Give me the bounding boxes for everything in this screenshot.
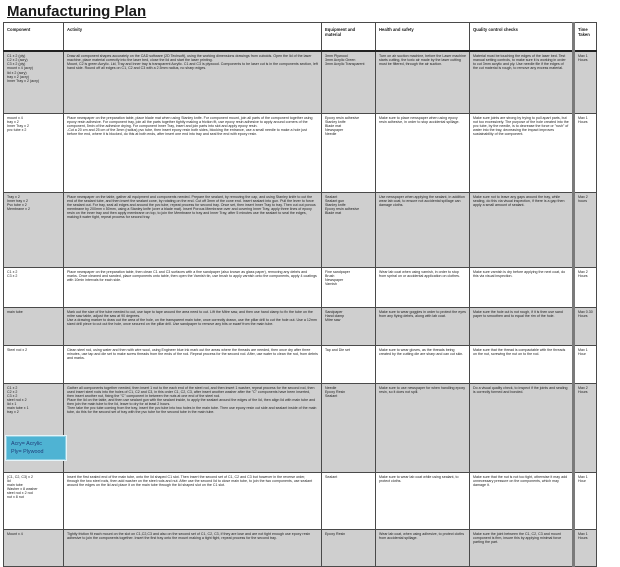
time-taken-cell-line: Hours (578, 58, 588, 63)
activity-cell-text: Place newspaper on the table, gather all equipment and components needed. Prepare the sealant, by removing the cap, and using Stanley knife to cut the end of the sealant tube, and then insert the sealant cone, by rotating on the end. Cut off 3mm of the cone end. Insert sealant into gun. Pull the lever to force the sealant out. For tray, seal all edges and around the pvc tube, repeat process for second tray. Once set, then insert Inner Tray to tray. Then cut out porous membrane by 200mm x 50mm, using a Stanley knife (over a blade mat). Insert Porous Membrane over and covering Inner Tray, apply three lines of epoxy resin on the inner tray and then apply membrane on top, to join the Membrane to tray and Inner Tray, after 5 minutes use the sealant to seal the edges, making it water tight, repeat process for second tray. (67, 194, 317, 220)
table-row (4, 307, 597, 345)
equipment-cell-line: Needle (325, 385, 337, 390)
health-safety-cell (376, 345, 470, 383)
health-safety-cell-text: Make sure to wear lab coat while using sealant, to protect cloths. (379, 474, 460, 483)
header-activity: Activity (64, 23, 322, 52)
component-cell-line: C1 x 2 (ply) (7, 54, 26, 58)
table-row (4, 51, 597, 113)
time-taken-cell-line: Max 2 (578, 385, 588, 390)
component-cell-line: lid x 2 (acry) (7, 70, 27, 75)
component-cell-line: Inner Tray x 2 (7, 123, 29, 128)
quality-control-cell (470, 51, 574, 113)
equipment-cell (322, 267, 376, 307)
component-cell-line: Inner tray x 2 (7, 198, 28, 203)
quality-control-cell-text: Make sure joints are strong by trying to pull apart parts, but not too excessively. The purpose of the hole created into the pvc tube, by the needle, is to decrease the force or "rush" of water into the tray, decreasing the impact improves sustainability of the component. (473, 115, 570, 137)
component-cell-line: C3 x 2 (ply) (7, 62, 26, 67)
equipment-cell-line: Sealant gun (325, 198, 345, 203)
equipment-cell-line: 3mm Acrylic Transparent (325, 62, 365, 67)
component-cell-line: tray x 2 (acry) (7, 74, 29, 79)
component-cell-line: Membrane x 2 (7, 206, 30, 211)
equipment-cell-line: Mitre saw (325, 317, 341, 322)
component-cell (4, 307, 64, 345)
header-equipment: Equipment and material (322, 23, 376, 52)
equipment-cell-line: 3mm Plywood (325, 54, 348, 58)
time-taken-cell-line: Hours (578, 389, 588, 394)
equipment-cell (322, 192, 376, 267)
quality-control-cell-text: Make sure that the nut is not too tight, otherwise it may add unnecessary pressure on the components, which may damage it. (473, 474, 569, 487)
health-safety-cell (376, 192, 470, 267)
time-taken-cell-line: Max 2 (578, 269, 588, 274)
equipment-cell (322, 51, 376, 113)
component-cell (4, 192, 64, 267)
quality-control-cell (470, 267, 574, 307)
health-safety-cell-text: Turn on air suction machine, before the Laser machine starts cutting, the toxic air made by the laser cutting must be filtered, through the air suction. (379, 54, 467, 67)
quality-control-cell (470, 192, 574, 267)
health-safety-cell (376, 307, 470, 345)
time-taken-cell-line: Max 2 (578, 194, 588, 199)
equipment-cell-line: Epoxy resin adhesive (325, 115, 360, 120)
equipment-cell-line: Blade mat (325, 123, 342, 128)
component-cell-line: lid (7, 478, 11, 483)
quality-control-cell-text: Make sure the hole cut is not rough, if it is then use sand paper to smoothen and to equal the rim of the hole. (473, 309, 564, 318)
component-cell-line: C3 x 2 (7, 393, 18, 398)
equipment-cell-line: Sandpaper (325, 309, 343, 314)
equipment-cell-line: Brush (325, 273, 335, 278)
component-cell-line: C2 x 2 (acry) (7, 58, 28, 63)
health-safety-cell (376, 51, 470, 113)
equipment-cell-line: Blade mat (325, 211, 342, 216)
quality-control-cell-text: Do a visual quality check, to inspect if the joints and sealing is correctly formed and bonded. (473, 385, 569, 394)
activity-cell (64, 345, 322, 383)
component-cell-line: Tray x 2 (7, 194, 20, 199)
component-cell-line: C2 x 2 (7, 389, 18, 394)
activity-cell-text: Place newspaper on the preparation table, then clean C1 and C3 surfaces with a fine sandpaper (also known as glass paper), removing any debris and marks. Once cleaned and sanded, place components onto table, then open the Varnish tin, use brush to apply varnish onto the components, apply 4 coatings with 10min intervals for each side. (67, 269, 318, 282)
activity-cell-text: Draw all component shapes accurately on the CAD software (2D Techsoft), using the working dimensions drawings from cuboids. Open the lid of the laser machine, place material correctly into the laser bed, close the lid and start the laser printing. Mount, C2 is green Acrylic. Lid, Tray and Inner tray is transparent Acrylic. C1 and C3 is plywood. Components to be laser cut is in the components section, left hand side. Round off all edges on C1, C2 and C3 with a 2.5mm radius, no sharp edges. (67, 54, 318, 71)
health-safety-cell (376, 383, 470, 472)
equipment-cell (322, 345, 376, 383)
activity-cell (64, 307, 322, 345)
health-safety-cell (376, 529, 470, 566)
quality-control-cell (470, 345, 574, 383)
table-body (4, 51, 597, 566)
component-cell-line: Steel rod x 2 (7, 347, 28, 352)
quality-control-cell (470, 472, 574, 529)
activity-cell-text: Clean steel rod, using water and then with wire wool, using Engineer blue ink mark out the areas where the threads are needed, then once dry after three minutes, use tap and die set to make screw threads from the ends of the rod. Repeat process for the second rod. After, use water to clean the rod, from debris and marks. (67, 347, 319, 360)
equipment-cell-line: Epoxy resin adhesive (325, 206, 360, 211)
component-cell-line: Washer x 8 washer (7, 486, 38, 491)
time-taken-cell-line: Max 1 (578, 531, 588, 536)
legend-line-plywood: Ply= Plywood (11, 449, 44, 455)
equipment-cell-line: Newspaper (325, 277, 344, 282)
health-safety-cell-text: Wear lab coat when using varnish, in order to stop from spriral on or accidental application on clothes. (379, 269, 460, 278)
equipment-cell (322, 113, 376, 192)
component-cell-line: Inner Tray x 2 (acry) (7, 78, 40, 83)
activity-cell-text: Place newspaper on the preparation table, place blade mat when using Stanley knife. For component mount, join all parts of the component together using epoxy resin adhesive. For component tray, join all the parts together tightly making a friction fit, use epoxy resin adhesive to apply around corners of the component, 5min of the adhesive drying. For component Inner Tray, insert and join parts into slot and apply epoxy resin. -Cut a 20 cm and 25 cm of the 3mm (radius) pvc tube, then insert epoxy resin both sides, blocking the entrance, use a small needle to make a hole just before the end, where it is blocked, do this at both ends, after insert one end into tray and seal the end with epoxy resin. (67, 115, 313, 137)
header-quality-control: Quality control checks (470, 23, 574, 52)
activity-cell (64, 113, 322, 192)
quality-control-cell (470, 307, 574, 345)
health-safety-cell-text: Make sure to place newspaper when using epoxy resin adhesive, in order to stop accidental spillage. (379, 115, 460, 124)
equipment-cell (322, 529, 376, 566)
table-row (4, 383, 597, 472)
component-cell-line: nut x 8 nut (7, 495, 24, 500)
quality-control-cell-text: Make sure varnish is dry before applying the next coat, do this via visual inspection. (473, 269, 567, 278)
table-row (4, 267, 597, 307)
time-taken-cell (574, 307, 597, 345)
equipment-cell-line: Tap and Die set (325, 347, 350, 352)
component-cell-line: tray x 2 (7, 119, 19, 124)
component-cell-line: (C1, C2, C3) x 2 (7, 474, 33, 479)
component-cell-line: C1 x 2 (7, 385, 18, 390)
component-cell-line: tray x 2 (7, 410, 19, 415)
health-safety-cell-text: Use newspaper when applying the sealant, in addition wear lab coat, to ensure not accidental spillage can damage cloths. (379, 194, 466, 207)
equipment-cell-line: Needle (325, 132, 337, 137)
time-taken-cell (574, 383, 597, 472)
component-cell-line: main tube (7, 482, 23, 487)
component-cell (4, 267, 64, 307)
time-taken-cell-line: Hour (578, 478, 586, 483)
equipment-cell-line: Stanley knife (325, 119, 346, 124)
time-taken-cell-line: Max 1 (578, 347, 588, 352)
activity-cell (64, 472, 322, 529)
equipment-cell-line: Hand clamp (325, 313, 345, 318)
equipment-cell-line: Stanley knife (325, 202, 346, 207)
quality-control-cell (470, 529, 574, 566)
health-safety-cell-text: Wear lab coat, when using adhesive, to protect cloths from accidental spillage. (379, 531, 466, 540)
component-cell-line: C1 x 2 (7, 269, 18, 274)
equipment-cell-line: Sealant (325, 393, 338, 398)
equipment-cell-line: Epoxy Resin (325, 531, 346, 536)
time-taken-cell (574, 529, 597, 566)
component-cell-line: main tube (7, 309, 23, 314)
legend-line-acrylic: Acry= Acrylic (11, 441, 43, 447)
component-cell (4, 529, 64, 566)
equipment-cell-line: Fine sandpaper (325, 269, 350, 274)
activity-cell (64, 383, 322, 472)
table-row (4, 192, 597, 267)
activity-cell-text: Insert the first sealed end of the main tube, onto the lid shaped C1 slot. Then insert the second set of C1, C2 and C3 but however in the reverse order, through the two steel rods, then add washer on the steel rods and nut. After use the second lid to close main tube, to join the two components, use sealant around the edges on the lid and place it on the main tube through the lid shaped slot on the C1 slot. (67, 474, 314, 487)
activity-cell-text: Gather all components together needed, then insert 1 nut to the each end of the steel rod, and then insert 1 washer, repeat process for the second rod, then used insert steel rods into the holes of C1, C2 and C3, in this order C1, C2, C3, after insert another washer after the "C" components have been inserted, then insert another nut, fixing the "C" component in between the nuts at one end of the steel rod. Place the lid on the table, and then use sealant gun with the sealant inside, to apply the sealant around the edges of the lid, then align lid with main tube and then join the main tube to the lid, leave to dry for at least 2 hours. Then take the pvc tube coming from the tray, insert the pvc tube into two holes in the main tube. Then use epoxy resin cut side and sealant inside of the main tube, do this for the second set of tray with the pvc tube for the second tube in the main tube. (67, 385, 317, 415)
time-taken-cell (574, 345, 597, 383)
component-cell-line: main tube x 1 (7, 406, 29, 411)
quality-control-cell-text: Make sure that the thread is compactable with the threads on the nut, screwing the nut on to the rod. (473, 347, 567, 356)
page-title: Manufacturing Plan (7, 3, 147, 20)
table-row (4, 113, 597, 192)
activity-cell (64, 192, 322, 267)
abbreviation-legend (6, 436, 66, 460)
time-taken-cell-line: Hours (578, 535, 588, 540)
health-safety-cell-text: Make sure to wear goggles in order to protect the eyes from any flying debris, along with lab coat. (379, 309, 467, 318)
component-cell-line: Pvc tube x 2 (7, 202, 27, 207)
health-safety-cell (376, 267, 470, 307)
component-cell-line: mount x 4 (7, 115, 23, 120)
component-cell (4, 113, 64, 192)
time-taken-cell-line: hours (578, 198, 587, 203)
component-cell-line: C3 x 2 (7, 273, 18, 278)
time-taken-cell-line: Max 1 (578, 474, 588, 479)
equipment-cell (322, 307, 376, 345)
quality-control-cell-text: Make sure not to leave any gaps around the tray, while sealing, do this via visual inspection, if there is a gap then apply a small amount of sealant. (473, 194, 566, 207)
header-health-safety: Health and safety (376, 23, 470, 52)
activity-cell-text: Tightly friction fit each mount on the slot on C1,C2,C3 and also on the second set of C1, C2, C3, if they are lose and are not tight enough use epoxy resin adhesive to join the components together. Insert the first tray onto the mount making a tight fight, repeat process for the second tray. (67, 531, 312, 540)
quality-control-cell (470, 383, 574, 472)
component-cell-line: pvc tube x 2 (7, 127, 27, 132)
health-safety-cell (376, 472, 470, 529)
component-cell-line: mount x 4 (acry) (7, 66, 33, 71)
quality-control-cell (470, 113, 574, 192)
quality-control-cell-text: Material must be touching the edges of the laser bed. Test manual setting controls, to make sure it is working in order to cut 3mm acrylic and ply. Use needle file if the edges of the cut material is rough, to remove any excess material. (473, 54, 567, 71)
equipment-cell-line: 3mm Acrylic Green (325, 58, 356, 63)
time-taken-cell-line: Max 0.30 (578, 309, 593, 314)
time-taken-cell-line: Hour (578, 351, 586, 356)
equipment-cell (322, 383, 376, 472)
time-taken-cell (574, 113, 597, 192)
time-taken-cell-line: Max 1 (578, 54, 588, 58)
component-cell (4, 51, 64, 113)
health-safety-cell-text: Make sure to wear gloves, as the threads being created by the cutting die are sharp and can cut skin. (379, 347, 464, 356)
header-time-taken: Time Taken (574, 23, 597, 52)
table-row (4, 472, 597, 529)
equipment-cell-line: Sealant (325, 194, 338, 199)
activity-cell (64, 267, 322, 307)
time-taken-cell-line: Max 1 (578, 115, 588, 120)
equipment-cell-line: Varnish (325, 281, 337, 286)
time-taken-cell (574, 192, 597, 267)
time-taken-cell-line: Hours (578, 273, 588, 278)
component-cell-line: Mount x 4 (7, 531, 23, 536)
time-taken-cell (574, 472, 597, 529)
component-cell (4, 472, 64, 529)
health-safety-cell-text: Make sure to use newspaper for when handling epoxy resin, so it does not spill. (379, 385, 467, 394)
health-safety-cell (376, 113, 470, 192)
component-cell-line: steel rod x 2 rod (7, 491, 33, 496)
table-row (4, 529, 597, 566)
header-component: Component (4, 23, 64, 52)
component-cell (4, 345, 64, 383)
time-taken-cell-line: Hours (578, 313, 588, 318)
activity-cell (64, 529, 322, 566)
activity-cell-text: Mark out the size of the tube needed to cut, use tape to tape around the area need to cut. Lift the Mitre saw, and then use hand clamp to fix the tube on the mitre saw table, adjust the saw at 90 degrees. Use a drawing marker to draw out the area of the hole, on the transparent main tube, once correctly drawn, use the pillar drill to cut the hole out. Use a 12mm sized drill piece to cut out the hole, once secured on the pillar drill. Use sandpaper to remove any bits or swarf from the main tube. (67, 309, 317, 326)
component-cell-line: steel rod x 2 (7, 397, 27, 402)
table-row (4, 345, 597, 383)
time-taken-cell-line: Hours (578, 119, 588, 124)
component-cell-line: lid x 1 (7, 402, 17, 407)
equipment-cell-line: Sealant (325, 474, 338, 479)
time-taken-cell (574, 267, 597, 307)
manufacturing-plan-table (3, 22, 597, 567)
table-header-row (4, 23, 597, 52)
quality-control-cell-text: Make sure the joint between the C1, C2, C3 and mount component is firm, insure this by applying minimal force parting the part. (473, 531, 563, 544)
time-taken-cell (574, 51, 597, 113)
equipment-cell-line: Newspaper (325, 127, 344, 132)
equipment-cell-line: Epoxy Resin (325, 389, 346, 394)
equipment-cell (322, 472, 376, 529)
activity-cell (64, 51, 322, 113)
